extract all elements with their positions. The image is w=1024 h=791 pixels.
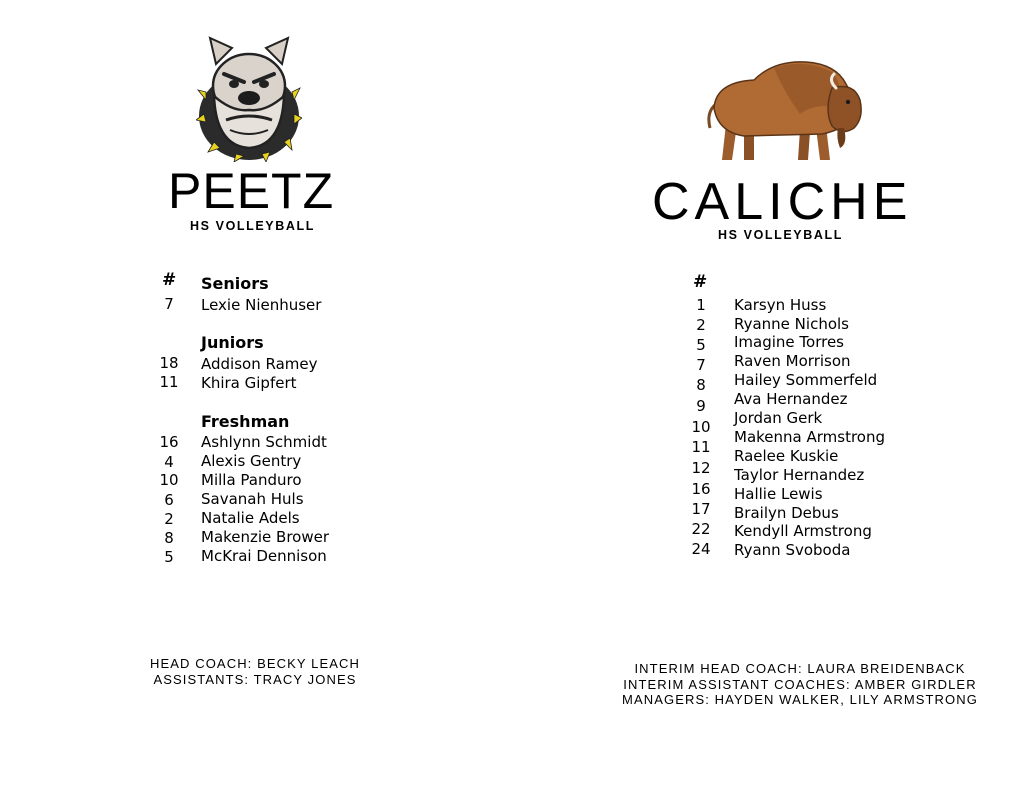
caliche-player-name: Ryanne Nichols (734, 315, 849, 333)
caliche-player-name: Brailyn Debus (734, 504, 839, 522)
caliche-player-name: Makenna Armstrong (734, 428, 886, 446)
caliche-team-name: CALICHE (652, 173, 913, 231)
caliche-player-number: 10 (691, 418, 711, 436)
caliche-player-number: 9 (696, 397, 706, 415)
caliche-coaches (600, 661, 1000, 708)
caliche-managers: MANAGERS: HAYDEN WALKER, LILY ARMSTRONG (622, 692, 978, 707)
caliche-player-number: 16 (691, 480, 711, 498)
caliche-player-name: Taylor Hernandez (734, 466, 865, 484)
peetz-player-number: 8 (164, 529, 174, 547)
caliche-player-name: Raelee Kuskie (734, 447, 839, 465)
peetz-logo (196, 34, 302, 162)
caliche-player-name: Hallie Lewis (734, 485, 823, 503)
caliche-player-number: 5 (696, 336, 706, 354)
peetz-player-name: Savanah Huls (201, 490, 304, 508)
peetz-player-name: McKrai Dennison (201, 547, 327, 565)
peetz-player-number: 10 (159, 471, 179, 489)
peetz-player-name: Natalie Adels (201, 509, 300, 527)
peetz-player-name: Makenzie Brower (201, 528, 330, 546)
caliche-player-name: Raven Morrison (734, 352, 851, 370)
peetz-player-name: Lexie Nienhuser (201, 296, 322, 314)
caliche-subtitle: HS VOLLEYBALL (718, 228, 843, 242)
peetz-player-number: 18 (159, 354, 179, 372)
caliche-player-number: 17 (691, 500, 711, 518)
caliche-player-number: 1 (696, 296, 706, 314)
caliche-player-name: Ava Hernandez (734, 390, 848, 408)
peetz-team-name: PEETZ (168, 163, 335, 219)
caliche-player-number: 24 (691, 540, 711, 558)
peetz-assistants: ASSISTANTS: TRACY JONES (153, 671, 357, 687)
caliche-player-number: 11 (691, 438, 711, 456)
caliche-player-name: Imagine Torres (734, 333, 844, 351)
peetz-subtitle: HS VOLLEYBALL (190, 219, 315, 233)
caliche-player-name: Jordan Gerk (734, 409, 823, 427)
peetz-player-name: Khira Gipfert (201, 374, 297, 392)
peetz-player-name: Addison Ramey (201, 355, 318, 373)
bulldog-logo-icon (196, 34, 302, 162)
bison-logo-icon (704, 52, 864, 164)
caliche-logo (704, 52, 864, 164)
caliche-number-header: # (693, 272, 708, 292)
caliche-head-coach: INTERIM HEAD COACH: LAURA BREIDENBACK (634, 661, 966, 676)
peetz-head-coach: HEAD COACH: BECKY LEACH (150, 656, 360, 671)
peetz-section-seniors: Seniors (201, 274, 269, 293)
caliche-player-name: Kendyll Armstrong (734, 522, 872, 540)
peetz-player-number: 11 (159, 373, 179, 391)
peetz-section-freshman: Freshman (201, 412, 290, 431)
peetz-player-name: Milla Panduro (201, 471, 302, 489)
caliche-player-name: Ryann Svoboda (734, 541, 851, 559)
caliche-player-name: Hailey Sommerfeld (734, 371, 878, 389)
peetz-number-header: # (162, 270, 177, 290)
caliche-player-name: Karsyn Huss (734, 296, 827, 314)
peetz-player-number: 5 (164, 548, 174, 566)
caliche-assistant-coaches: INTERIM ASSISTANT COACHES: AMBER GIRDLER (623, 676, 977, 692)
caliche-player-number: 2 (696, 316, 706, 334)
peetz-player-number: 6 (164, 491, 174, 509)
caliche-player-number: 7 (696, 356, 706, 374)
peetz-player-number: 2 (164, 510, 174, 528)
peetz-player-number: 16 (159, 433, 179, 451)
peetz-player-name: Ashlynn Schmidt (201, 433, 327, 451)
caliche-player-number: 8 (696, 376, 706, 394)
peetz-player-number: 4 (164, 453, 174, 471)
peetz-coaches (140, 656, 370, 687)
peetz-player-number: 7 (164, 295, 174, 313)
peetz-section-juniors: Juniors (201, 333, 264, 352)
caliche-player-number: 22 (691, 520, 711, 538)
caliche-player-number: 12 (691, 459, 711, 477)
peetz-player-name: Alexis Gentry (201, 452, 302, 470)
